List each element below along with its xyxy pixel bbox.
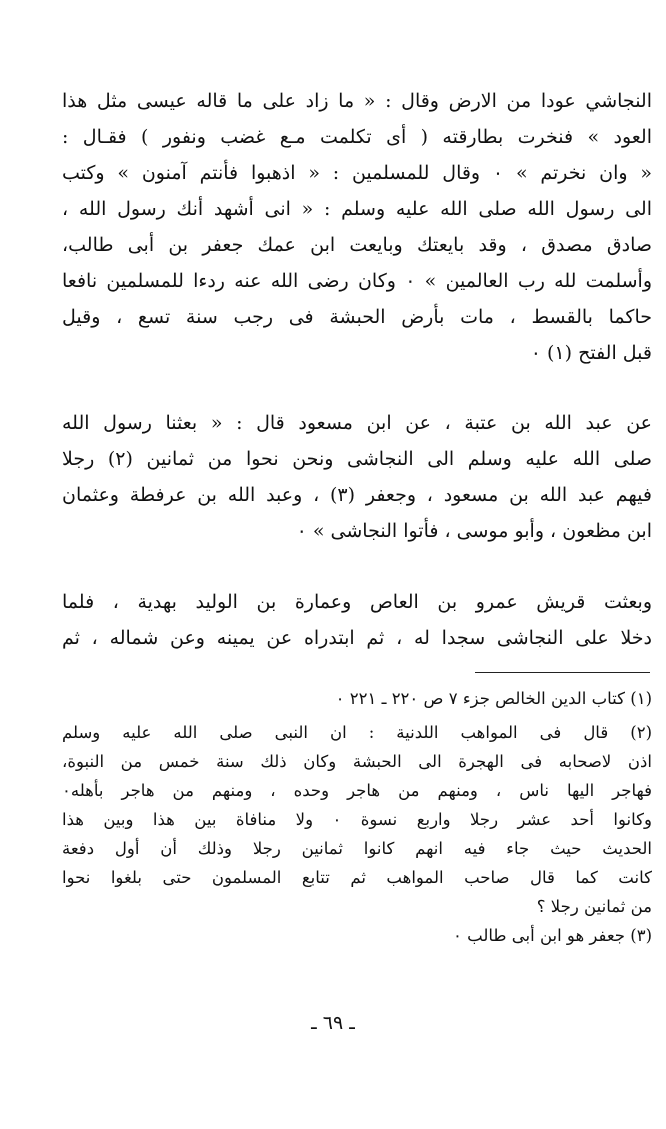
footnote-line: اذن لاصحابه فى الهجرة الى الحبشة وكان ذلك سنة خمس من النبوة، (62, 752, 652, 771)
text-line: ابن مظعون ، وأبو موسى ، فأتوا النجاشى » ٠ (296, 520, 652, 542)
footnote-separator (475, 672, 650, 673)
text-line: صادق مصدق ، وقد بايعتك وبايعت ابن عمك جعفر بن أبى طالب، (62, 234, 652, 256)
footnote-1 (62, 684, 652, 713)
footnote-line: (٣) جعفر هو ابن أبى طالب ٠ (453, 926, 652, 945)
text-line: عن عبد الله بن عتبة ، عن ابن مسعود قال : « بعثنا رسول الله (62, 412, 652, 434)
paragraph-2 (62, 405, 652, 549)
text-line: النجاشي عودا من الارض وقال : « ما زاد على ما قاله عيسى مثل هذا (62, 90, 652, 112)
text-line: « وان نخرتم » ٠ وقال للمسلمين : « اذهبوا فأنتم آمنون » وكتب (62, 162, 652, 184)
text-line: حاكما بالقسط ، مات بأرض الحبشة فى رجب سنة تسع ، وقيل (62, 306, 652, 328)
text-line: دخلا على النجاشى سجدا له ، ثم ابتدراه عن يمينه وعن شماله ، ثم (62, 627, 652, 649)
page-number: ـ ٦٩ ـ (311, 1012, 355, 1034)
text-line: وأسلمت لله رب العالمين » ٠ وكان رضى الله عنه ردءا للمسلمين نافعا (62, 270, 652, 292)
footnote-3 (62, 921, 652, 950)
footnote-line: كانت كما قال صاحب المواهب ثم تتابع المسلمون حتى بلغوا نحوا (62, 868, 652, 887)
footnote-line: من ثمانين رجلا ؟ (536, 897, 652, 916)
text-line: العود » فنخرت بطارقته ( أى تكلمت مـع غضب ونفور ) فقـال : (62, 126, 652, 148)
text-line: وبعثت قريش عمرو بن العاص وعمارة بن الوليد بهدية ، فلما (62, 591, 652, 613)
footnote-line: (١) كتاب الدين الخالص جزء ٧ ص ٢٢٠ ـ ٢٢١ ٠ (335, 689, 652, 708)
footnote-2 (62, 718, 652, 921)
footnote-line: فهاجر اليها ناس ، ومنهم من هاجر وحده ، ومنهم من هاجر بأهله٠ (62, 781, 652, 800)
text-line: الى رسول الله صلى الله عليه وسلم : « انى أشهد أنك رسول الله ، (62, 198, 652, 220)
footnote-line: وكانوا أحد عشر رجلا واربع نسوة ٠ ولا منافاة بين هذا وبين هذا (62, 810, 652, 829)
text-line: قبل الفتح (١) ٠ (530, 342, 652, 364)
text-line: صلى الله عليه وسلم الى النجاشى ونحن نحوا من ثمانين (٢) رجلا (62, 448, 652, 470)
footnote-line: الحديث حيث جاء فيه انهم كانوا ثمانين رجلا وذلك أن أول دفعة (62, 839, 652, 858)
paragraph-1 (62, 83, 652, 371)
paragraph-3 (62, 584, 652, 656)
footnote-line: (٢) قال فى المواهب اللدنية : ان النبى صلى الله عليه وسلم (62, 723, 652, 742)
text-line: فيهم عبد الله بن مسعود ، وجعفر (٣) ، وعبد الله بن عرفطة وعثمان (62, 484, 652, 506)
